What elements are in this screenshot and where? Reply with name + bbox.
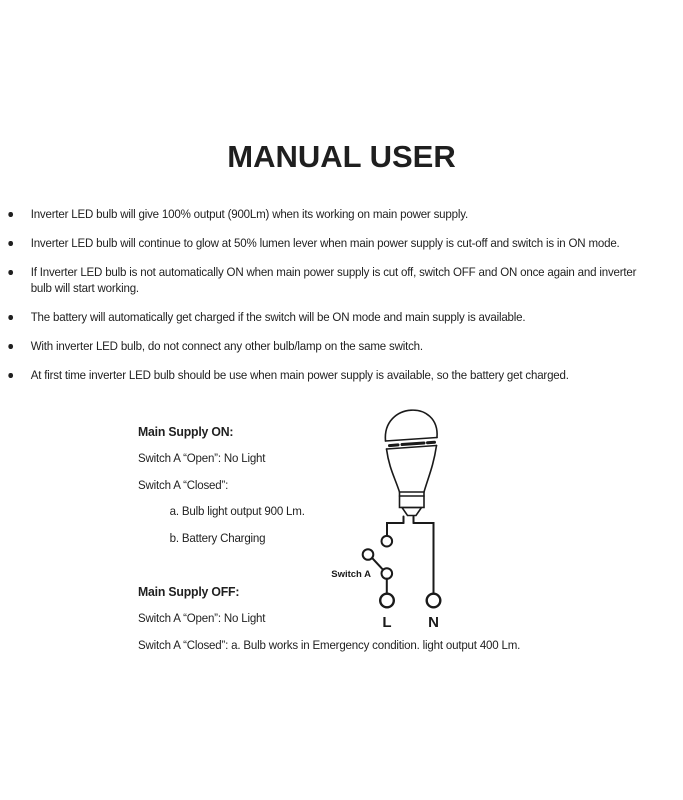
- live-terminal: [380, 594, 394, 608]
- instruction-item: Inverter LED bulb will continue to glow at 50% lumen lever when main power supply is cut-off and switch is in ON mode.: [0, 235, 679, 251]
- page-title: MANUAL USER: [227, 139, 456, 174]
- switch-a-label: Switch A: [331, 569, 371, 580]
- circuit-diagram: [330, 400, 475, 640]
- switch-open-note: Switch A “Open”: No Light: [138, 451, 266, 465]
- instruction-list: [0, 206, 683, 396]
- instruction-item: The battery will automatically get charged if the switch will be ON mode and main supply is available.: [0, 309, 679, 325]
- switch-bottom-contact: [382, 568, 393, 579]
- switch-blade: [372, 558, 383, 569]
- switch-a-symbol: [363, 536, 392, 594]
- switch-closed-note: Switch A “Closed”:: [138, 478, 229, 492]
- neutral-terminal: [427, 594, 441, 608]
- switch-open-note: Switch A “Open”: No Light: [138, 611, 266, 625]
- live-label: L: [382, 614, 392, 631]
- led-strip-dashes: [390, 442, 435, 445]
- closed-sub-item-a: a. Bulb light output 900 Lm.: [169, 504, 305, 518]
- main-supply-off-heading: Main Supply OFF:: [138, 584, 240, 599]
- instruction-item: If Inverter LED bulb is not automatically ON when main power supply is cut off, switch OFF and ON once again and inverter bulb will start working.: [0, 264, 638, 296]
- switch-top-terminal: [382, 536, 393, 547]
- neutral-label: N: [428, 614, 439, 631]
- instruction-item: With inverter LED bulb, do not connect any other bulb/lamp on the same switch.: [0, 338, 679, 354]
- led-bulb-drawing: [385, 410, 437, 523]
- switch-closed-note: Switch A “Closed”: a. Bulb works in Emergency condition. light output 400 Lm.: [138, 638, 521, 652]
- instruction-item: At first time inverter LED bulb should be use when main power supply is available, so the battery get charged.: [0, 367, 679, 383]
- main-supply-on-heading: Main Supply ON:: [138, 424, 234, 439]
- lamp-wiring: [387, 523, 434, 594]
- instruction-item: Inverter LED bulb will give 100% output (900Lm) when its working on main power supply.: [0, 206, 679, 222]
- closed-sub-item-b: b. Battery Charging: [169, 531, 266, 545]
